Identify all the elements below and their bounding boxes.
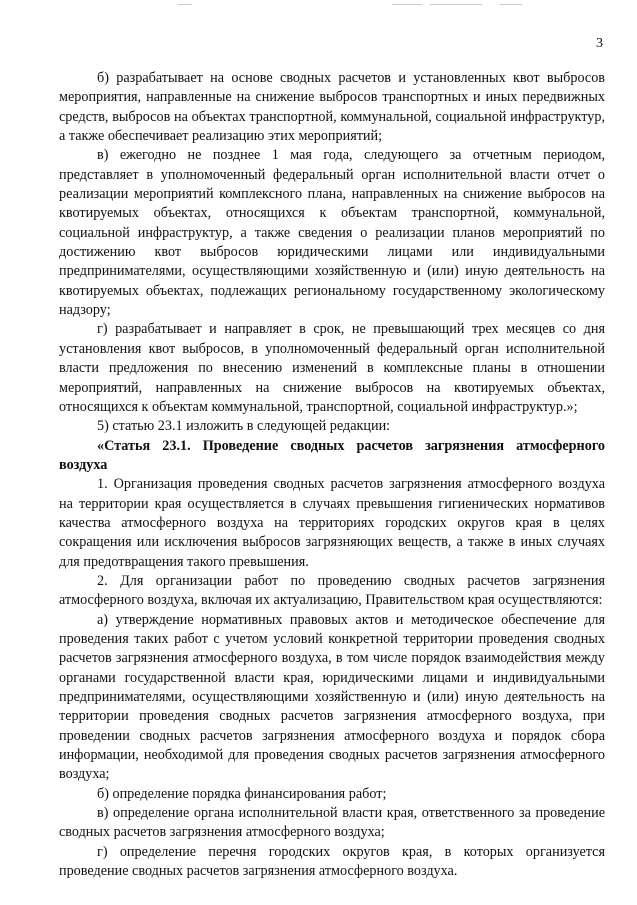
scan-artifact (178, 4, 192, 5)
scan-artifact (430, 4, 482, 5)
paragraph-article-item-2: 2. Для организации работ по проведению сводных расчетов загрязнения атмосферного воздуха, включая их актуализацию, Правительством края осуществляются: (59, 572, 605, 609)
document-body (59, 69, 605, 881)
paragraph-v-report: в) ежегодно не позднее 1 мая года, следующего за отчетным периодом, представляет в уполномоченный федеральный орган исполнительной власти отчет о реализации мероприятий комплексного плана, направленных на снижение выбросов на квотируемых объектах, относящихся к объектам транспортной, коммунальной, социальной инфраструктур, а также сведения о реализации планов мероприятий по достижению квот выбросов юридическими лицами или индивидуальными предпринимателями, осуществляющими хозяйственную и (или) иную деятельность на квотируемых объектах, подлежащих региональному государственному экологическому надзору; (59, 147, 605, 319)
paragraph-subitem-b: б) определение порядка финансирования работ; (97, 785, 387, 802)
paragraph-b-measures: б) разрабатывает на основе сводных расчетов и установленных квот выбросов мероприятия, направленные на снижение выбросов транспортных и иных передвижных средств, выбросов на объектах транспортной, коммунальной, социальной инфраструктур, а также обеспечивает реализацию этих мероприятий; (59, 70, 605, 145)
paragraph-g-proposals: г) разрабатывает и направляет в срок, не превышающий трех месяцев со дня установления квот выбросов, в уполномоченный федеральный орган исполнительной власти предложения по внесению изменений в комплексные планы в отношении мероприятий, направленных на снижение выбросов на квотируемых объектах, относящихся к объектам коммунальной, транспортной, социальной инфраструктур.»; (59, 321, 605, 415)
paragraph-subitem-g: г) определение перечня городских округов края, в которых организуется проведение сводных расчетов загрязнения атмосферного воздуха. (59, 843, 605, 880)
paragraph-subitem-a: а) утверждение нормативных правовых актов и методическое обеспечение для проведения таких работ с учетом условий конкретной территории проведения сводных расчетов загрязнения атмосферного воздуха, в том числе порядок взаимодействия между органами государственной власти края, юридическими лицами и индивидуальными предпринимателями, осуществляющими хозяйственную и (или) иную деятельность на территории проведения сводных расчетов загрязнения атмосферного воздуха, при проведении сводных расчетов загрязнения атмосферного воздуха и порядок сбора информации, необходимой для проведения сводных расчетов загрязнения атмосферного воздуха; (59, 611, 605, 783)
scan-artifact (392, 4, 422, 5)
page-number: 3 (596, 36, 603, 51)
scan-artifact (500, 4, 522, 5)
paragraph-article-item-1: 1. Организация проведения сводных расчетов загрязнения атмосферного воздуха на территории края осуществляется в случаях превышения гигиенических нормативов качества атмосферного воздуха на территориях городских округов края в целях сокращения или исключения выбросов загрязняющих веществ, а также в иных случаях для предотвращения такого превышения. (59, 476, 605, 570)
article-heading: «Статья 23.1. Проведение сводных расчетов загрязнения атмосферного воздуха (59, 437, 605, 473)
paragraph-amendment-5: 5) статью 23.1 изложить в следующей редакции: (97, 418, 391, 435)
paragraph-subitem-v: в) определение органа исполнительной власти края, ответственного за проведение сводных расчетов загрязнения атмосферного воздуха; (59, 805, 605, 841)
